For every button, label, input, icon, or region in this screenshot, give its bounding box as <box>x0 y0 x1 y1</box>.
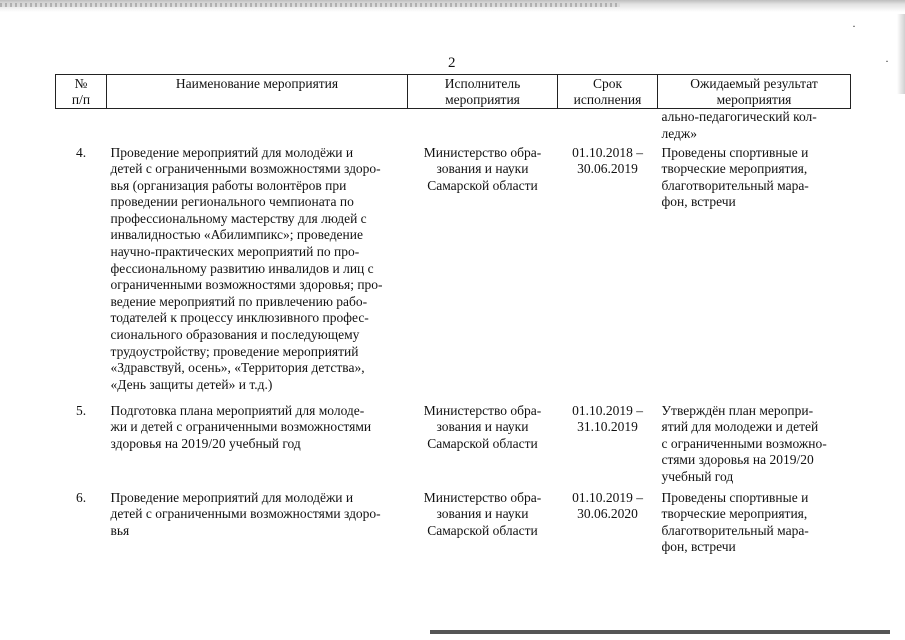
result-cell-continuation: ально-педагогический кол- ледж» <box>661 109 817 141</box>
term-cell: 01.10.2019 – 30.06.2020 <box>572 489 643 522</box>
scan-edge-right <box>897 14 905 94</box>
scan-speck: · <box>852 19 856 33</box>
scan-edge-top <box>0 0 905 12</box>
page-number: 2 <box>448 55 456 71</box>
result-cell: Проведены спортивные и творческие мероприятия, благотворительный мара- фон, встречи <box>661 489 809 555</box>
table-header-row <box>56 75 851 109</box>
table-row <box>56 145 851 403</box>
table-row-continuation <box>56 109 851 145</box>
term-cell: 01.10.2018 – 30.06.2019 <box>572 144 643 177</box>
executor-cell: Министерство обра- зования и науки Самарской области <box>423 489 542 538</box>
executor-cell: Министерство обра- зования и науки Самарской области <box>423 144 542 193</box>
table-row <box>56 490 851 556</box>
events-table <box>55 74 851 556</box>
term-cell: 01.10.2019 – 31.10.2019 <box>572 402 643 435</box>
event-name-cell: Проведение мероприятий для молодёжи и детей с ограниченными возможностями здоро- вья (организация работы волонтёров при проведении регионального чемпионата по профессиональному мастерству для людей с инвалидностью «Абилимпикс»; проведение научно-практических мероприятий по про- фессиональному развитию инвалидов и лиц с ограниченными возможностями здоровья; про- ведение мероприятий по привлечению рабо- тодателей к процессу инклюзивного профес- сионального образования и последующему трудоустройству; проведение мероприятий «Здравствуй, осень», «Территория детства», «День защиты детей» и т.д.) <box>110 144 383 392</box>
row-number: 4. <box>75 144 87 160</box>
header-executor: Исполнитель мероприятия <box>408 75 558 109</box>
header-result: Ожидаемый результат мероприятия <box>658 75 851 109</box>
result-cell: Утверждён план меропри- ятий для молодежи и детей с ограниченными возможно- стями здоровья на 2019/20 учебный год <box>661 402 827 484</box>
table-row <box>56 403 851 490</box>
executor-cell: Министерство обра- зования и науки Самарской области <box>423 402 542 451</box>
scan-edge-bottom <box>430 630 890 634</box>
event-name-cell: Проведение мероприятий для молодёжи и детей с ограниченными возможностями здоро- вья <box>110 489 381 538</box>
row-number: 5. <box>75 402 87 418</box>
header-number: № п/п <box>56 75 107 109</box>
header-name: Наименование мероприятия <box>107 75 408 109</box>
header-term: Срок исполнения <box>558 75 658 109</box>
result-cell: Проведены спортивные и творческие мероприятия, благотворительный мара- фон, встречи <box>661 144 809 210</box>
event-name-cell: Подготовка плана мероприятий для молоде- жи и детей с ограниченными возможностями здоровья на 2019/20 учебный год <box>110 402 372 451</box>
row-number: 6. <box>75 489 87 505</box>
scan-speck: · <box>885 54 889 68</box>
